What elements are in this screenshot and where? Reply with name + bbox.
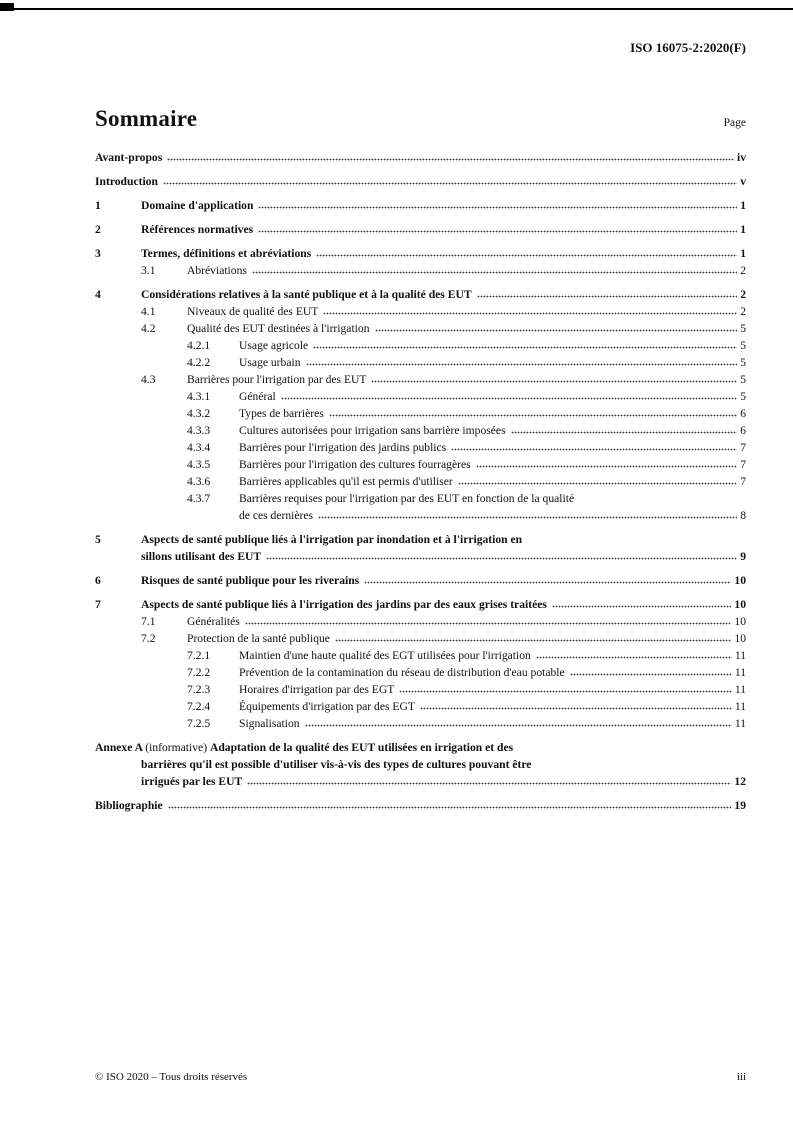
toc-entry-page: 6 [740,407,746,420]
toc-entry[interactable] [95,173,746,190]
toc-entry-number: 7.2.3 [187,683,211,696]
toc-entry-title: Protection de la santé publique [187,632,330,645]
dot-leader [258,206,737,209]
toc-entry-title: Types de barrières [239,407,324,420]
toc-entry-number: 6 [95,574,101,587]
toc-entry-number: 5 [95,533,101,546]
scan-artifact-top-line [0,8,793,10]
toc-entry-title: Maintien d'une haute qualité des EGT utilisées pour l'irrigation [239,649,531,662]
toc-entry[interactable] [95,388,746,405]
toc-entry-title: Barrières applicables qu'il est permis d'utiliser [239,475,453,488]
toc-entry-number: 4.2.1 [187,339,211,352]
dot-leader [335,639,731,642]
toc-entry-title: Signalisation [239,717,300,730]
dot-leader [168,806,732,809]
toc-entry-number: 4.3.3 [187,424,211,437]
scan-artifact-corner-mark [0,3,14,11]
toc-entry-page: 1 [740,223,746,236]
toc-entry-title: Qualité des EUT destinées à l'irrigation [187,322,370,335]
toc-entry-page: 5 [740,373,746,386]
table-of-contents [95,106,746,814]
dot-leader [399,690,731,693]
toc-entry[interactable] [95,490,746,524]
toc-entry-page: 5 [740,390,746,403]
toc-entry-title: Considérations relatives à la santé publique et à la qualité des EUT [141,288,472,301]
toc-entry-page: 2 [740,288,746,301]
toc-entry-number: 4.3 [141,373,156,386]
toc-entry-number: 7.2 [141,632,156,645]
dot-leader [364,581,731,584]
toc-entry[interactable] [95,739,746,790]
toc-entry-number: 7.1 [141,615,156,628]
toc-entry-number: 4.2.2 [187,356,211,369]
toc-entry-title: Usage urbain [239,356,301,369]
toc-entry[interactable] [95,531,746,565]
toc-entry[interactable] [95,149,746,166]
toc-entry[interactable] [95,456,746,473]
dot-leader [458,482,737,485]
toc-entry-page: 10 [734,598,746,611]
dot-leader [552,605,732,608]
toc-entry-page: 2 [740,305,746,318]
dot-leader [375,329,738,332]
toc-entry[interactable] [95,354,746,371]
dot-leader [451,448,737,451]
toc-entry[interactable] [95,221,746,238]
toc-entry-number: 7 [95,598,101,611]
toc-entry[interactable] [95,681,746,698]
toc-entry-number: 4.3.6 [187,475,211,488]
dot-leader [252,271,737,274]
dot-leader [316,254,737,257]
toc-entry-title: Abréviations [187,264,247,277]
toc-entry-title: Références normatives [141,223,254,236]
toc-entry-number: 7.2.4 [187,700,211,713]
toc-entry-number: 4.3.4 [187,441,211,454]
toc-entry[interactable] [95,405,746,422]
toc-entry-page: v [740,175,746,188]
toc-entry-page: 10 [734,632,746,645]
toc-entry-number: 7.2.5 [187,717,211,730]
dot-leader [167,158,734,161]
toc-page-column-label: Page [723,117,746,129]
dot-leader [247,782,731,785]
toc-entry-page: 7 [740,475,746,488]
toc-entry-number: 2 [95,223,101,236]
toc-entry-page: 10 [734,574,746,587]
toc-entry[interactable] [95,262,746,279]
toc-entry-number: 4.2 [141,322,156,335]
toc-entry-title: Aspects de santé publique liés à l'irrigation des jardins par des eaux grises traitées [141,598,547,611]
toc-entry[interactable] [95,647,746,664]
toc-entry-title: Bibliographie [95,799,163,812]
toc-entry[interactable] [95,245,746,262]
dot-leader [305,724,732,727]
toc-entry-page: 11 [734,717,746,730]
document-reference: ISO 16075-2:2020(F) [630,40,746,55]
toc-entry-title: de ces dernières [239,509,314,522]
dot-leader [318,516,737,519]
toc-entry-number: 4.1 [141,305,156,318]
toc-entry[interactable] [95,596,746,613]
toc-entry-page: 11 [734,683,746,696]
toc-entry-number: 4 [95,288,101,301]
toc-entry-page: 5 [740,339,746,352]
dot-leader [476,465,738,468]
toc-entry-page: 11 [734,649,746,662]
toc-entry-page: 1 [740,199,746,212]
toc-entry-title: Prévention de la contamination du réseau de distribution d'eau potable [239,666,565,679]
toc-entry[interactable] [95,371,746,388]
toc-entry-page: 9 [740,550,746,563]
toc-entry-title: Domaine d'application [141,199,254,212]
toc-entry-page: 7 [740,458,746,471]
toc-entry[interactable] [95,572,746,589]
toc-entry-page: 5 [740,356,746,369]
toc-entry-title: Barrières pour l'irrigation des jardins publics [239,441,447,454]
toc-entry-title: irrigués par les EUT [141,775,243,788]
toc-entry-title: Barrières pour l'irrigation par des EUT [187,373,367,386]
toc-entry-title: Niveaux de qualité des EUT [187,305,319,318]
toc-entry[interactable] [95,439,746,456]
toc-entry-title: Barrières pour l'irrigation des cultures fourragères [239,458,471,471]
toc-entry-page: 6 [740,424,746,437]
dot-leader [313,346,737,349]
dot-leader [420,707,732,710]
dot-leader [323,312,737,315]
copyright-notice: © ISO 2020 – Tous droits réservés [95,1071,248,1083]
toc-entry-title: Cultures autorisées pour irrigation sans barrière imposées [239,424,506,437]
toc-entry-number: 4.3.1 [187,390,211,403]
dot-leader [258,230,737,233]
toc-entry-title: sillons utilisant des EUT [141,550,262,563]
toc-entry[interactable] [95,630,746,647]
dot-leader [306,363,738,366]
toc-entry-page: 11 [734,700,746,713]
toc-entry-title: Risques de santé publique pour les riverains [141,574,360,587]
toc-entries [95,149,746,814]
dot-leader [570,673,732,676]
toc-entry[interactable] [95,337,746,354]
toc-entry[interactable] [95,664,746,681]
dot-leader [163,182,737,185]
toc-entry-number: 4.3.5 [187,458,211,471]
folio-page-number: iii [736,1071,746,1083]
toc-entry[interactable] [95,715,746,732]
dot-leader [536,656,732,659]
toc-entry[interactable] [95,286,746,303]
dot-leader [371,380,737,383]
toc-entry-page: 11 [734,666,746,679]
toc-entry[interactable] [95,698,746,715]
toc-header [95,106,746,132]
toc-entry[interactable] [95,613,746,630]
toc-entry-title: Avant-propos [95,151,163,164]
toc-entry-page: 2 [740,264,746,277]
toc-entry-page: 12 [734,775,746,788]
dot-leader [477,295,738,298]
toc-entry[interactable] [95,422,746,439]
toc-entry-number: 1 [95,199,101,212]
toc-entry[interactable] [95,303,746,320]
toc-title: Sommaire [95,106,198,131]
toc-entry-page: iv [736,151,746,164]
toc-entry[interactable] [95,797,746,814]
dot-leader [245,622,732,625]
toc-entry-page: 8 [740,509,746,522]
toc-entry-title: Horaires d'irrigation par des EGT [239,683,395,696]
toc-entry-title: Introduction [95,175,158,188]
toc-entry-page: 5 [740,322,746,335]
toc-entry-title: Aspects de santé publique liés à l'irrigation par inondation et à l'irrigation en [141,533,523,546]
toc-entry-title: Généralités [187,615,240,628]
toc-entry-title: Annexe A (informative) Adaptation de la qualité des EUT utilisées en irrigation et des [95,741,514,754]
toc-entry-page: 10 [734,615,746,628]
toc-entry-title: barrières qu'il est possible d'utiliser vis-à-vis des types de cultures pouvant être [141,758,532,771]
toc-entry-title: Barrières requises pour l'irrigation par des EUT en fonction de la qualité [239,492,575,505]
toc-entry[interactable] [95,197,746,214]
dot-leader [266,557,737,560]
toc-entry-title: Termes, définitions et abréviations [141,247,312,260]
toc-entry-title: Usage agricole [239,339,309,352]
toc-entry-number: 4.3.7 [187,492,211,505]
toc-entry-page: 1 [740,247,746,260]
toc-entry-title: Général [239,390,276,403]
toc-entry-page: 7 [740,441,746,454]
dot-leader [511,431,738,434]
dot-leader [281,397,738,400]
toc-entry-number: 7.2.2 [187,666,211,679]
toc-entry[interactable] [95,320,746,337]
toc-entry-number: 3 [95,247,101,260]
toc-entry-page: 19 [734,799,746,812]
toc-entry-number: 4.3.2 [187,407,211,420]
toc-entry[interactable] [95,473,746,490]
toc-entry-number: 7.2.1 [187,649,211,662]
toc-entry-title: Équipements d'irrigation par des EGT [239,700,415,713]
toc-entry-number: 3.1 [141,264,156,277]
dot-leader [329,414,737,417]
